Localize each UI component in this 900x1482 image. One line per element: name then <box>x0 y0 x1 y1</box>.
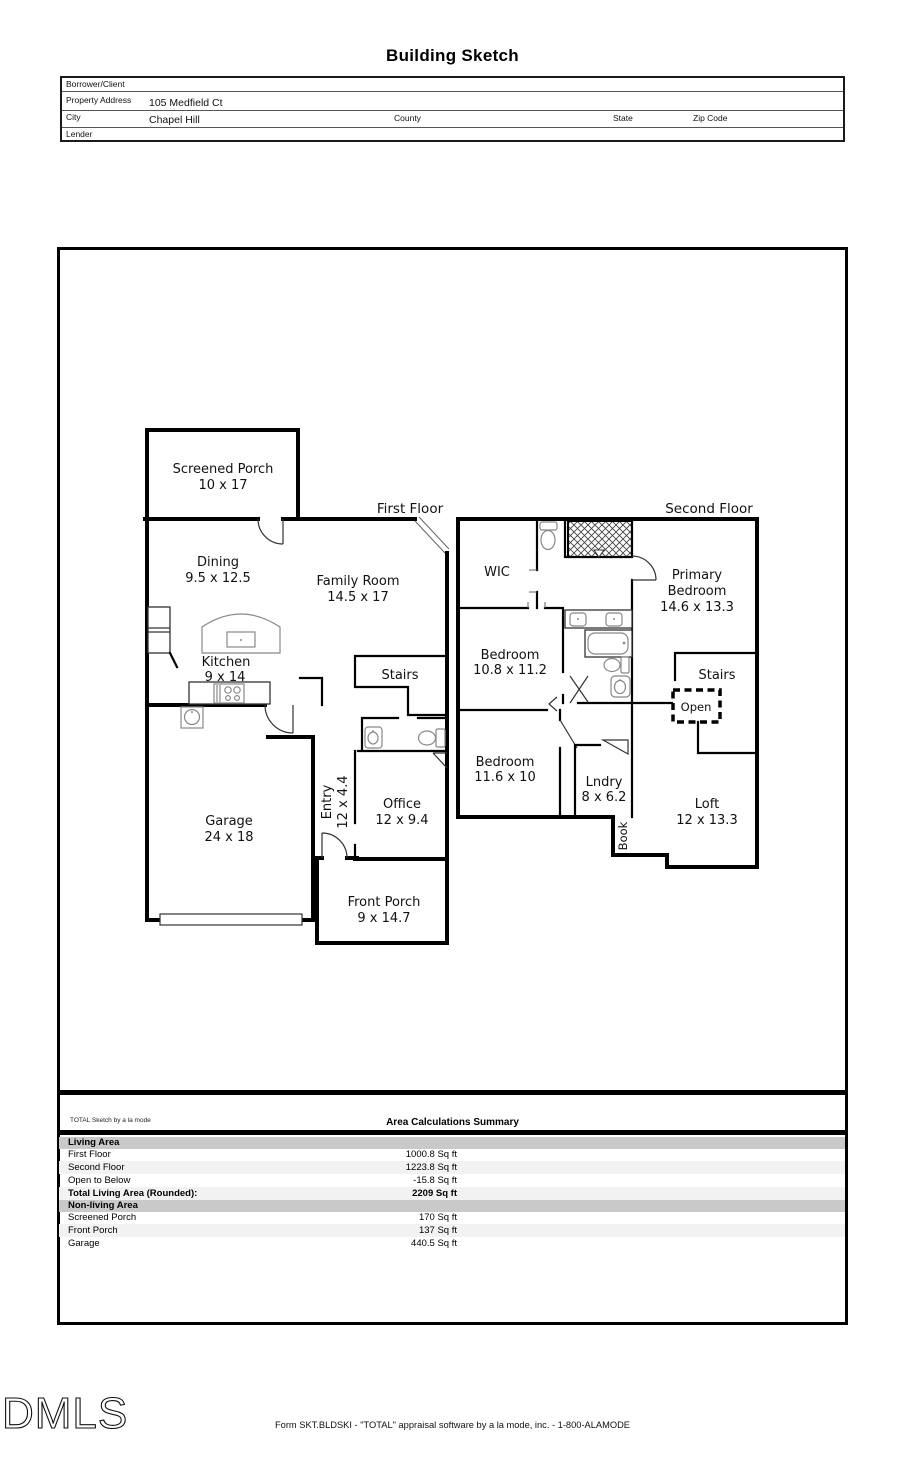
label-book: Book <box>616 821 630 851</box>
half-bath-toilet <box>419 729 446 747</box>
label-dining-dims: 9.5 x 12.5 <box>185 571 251 586</box>
label-wic: WIC <box>484 565 510 580</box>
label-primary-2: Bedroom <box>667 584 727 599</box>
label-loft: Loft <box>694 797 720 812</box>
label-front-porch: Front Porch <box>347 895 421 910</box>
label-bedroom1: Bedroom <box>480 648 540 663</box>
kitchen-island <box>202 614 280 653</box>
label-entry: Entry <box>320 784 335 820</box>
page-title: Building Sketch <box>386 46 519 65</box>
pantry-shelves <box>148 607 177 667</box>
summary-header-divider <box>58 1130 846 1135</box>
state-label: State <box>613 113 633 123</box>
lender-row <box>62 128 843 144</box>
kitchen-stove <box>189 682 270 704</box>
row-label: Open to Below <box>68 1175 131 1186</box>
total-value: 2209 Sq ft <box>412 1188 457 1199</box>
form-footer-text: Form SKT.BLDSKI - "TOTAL" appraisal software by a la mode, inc. - 1-800-ALAMODE <box>274 1420 630 1430</box>
label-open: Open <box>680 700 712 714</box>
borrower-label: Borrower/Client <box>66 79 125 89</box>
summary-row-total-living-area <box>59 1187 845 1200</box>
summary-row-garage <box>59 1237 845 1250</box>
row-value: 137 Sq ft <box>418 1225 457 1236</box>
bath-sink <box>611 676 630 697</box>
row-label: Screened Porch <box>68 1212 137 1223</box>
label-bedroom2-dims: 11.6 x 10 <box>474 770 536 785</box>
label-primary-dims: 14.6 x 13.3 <box>660 600 734 615</box>
nonliving-area-header: Non-living Area <box>59 1200 845 1212</box>
label-kitchen: Kitchen <box>201 655 251 670</box>
label-bedroom2: Bedroom <box>475 755 535 770</box>
zip-label: Zip Code <box>693 113 728 123</box>
label-office-dims: 12 x 9.4 <box>375 813 429 828</box>
property-address-label: Property Address <box>66 95 132 105</box>
city-label: City <box>66 112 81 122</box>
summary-top-divider <box>58 1090 846 1095</box>
lender-label: Lender <box>66 129 93 139</box>
row-value: 1000.8 Sq ft <box>405 1149 457 1160</box>
label-entry-dims: 12 x 4.4 <box>336 775 351 829</box>
summary-row-second-floor <box>59 1161 845 1174</box>
row-label: Second Floor <box>68 1162 125 1173</box>
living-area-header: Living Area <box>59 1137 845 1149</box>
double-sink-vanity <box>565 610 632 628</box>
label-garage-dims: 24 x 18 <box>204 830 254 845</box>
summary-title: Area Calculations Summary <box>386 1117 519 1128</box>
label-bedroom1-dims: 10.8 x 11.2 <box>473 663 547 678</box>
first-floor-title: First Floor <box>376 501 444 517</box>
label-front-porch-dims: 9 x 14.7 <box>357 911 411 926</box>
label-screened-porch-dims: 10 x 17 <box>198 478 248 493</box>
county-label: County <box>394 113 421 123</box>
bathtub <box>585 630 632 657</box>
city-value: Chapel Hill <box>149 114 200 126</box>
row-label: First Floor <box>68 1149 111 1160</box>
utility-sink <box>181 707 203 728</box>
property-address-value: 105 Medfield Ct <box>149 97 223 109</box>
half-bath-sink <box>365 727 382 748</box>
label-garage: Garage <box>205 814 253 829</box>
wic-toilet <box>540 522 557 550</box>
row-value: 170 Sq ft <box>418 1212 457 1223</box>
borrower-row <box>62 78 843 92</box>
label-family-room: Family Room <box>316 574 400 589</box>
label-screened-porch: Screened Porch <box>172 462 274 477</box>
row-label: Garage <box>68 1238 100 1249</box>
row-value: -15.8 Sq ft <box>413 1175 457 1186</box>
summary-row-first-floor <box>59 1148 845 1161</box>
first-floor-plan <box>145 430 449 943</box>
property-info-table <box>60 76 845 142</box>
second-floor-title: Second Floor <box>665 501 753 517</box>
second-floor-plan <box>458 501 757 867</box>
city-row <box>62 111 843 128</box>
label-kitchen-dims: 9 x 14 <box>204 670 246 685</box>
label-family-room-dims: 14.5 x 17 <box>327 590 389 605</box>
row-value: 440.5 Sq ft <box>411 1238 457 1249</box>
label-laundry: Lndry <box>585 775 623 790</box>
row-value: 1223.8 Sq ft <box>405 1162 457 1173</box>
property-address-row <box>62 92 843 111</box>
label-office: Office <box>383 797 421 812</box>
label-dining: Dining <box>197 555 239 570</box>
row-label: Front Porch <box>68 1225 118 1236</box>
dmls-logo-text: DMLS <box>2 1389 129 1438</box>
garage-door <box>160 914 302 925</box>
bath-toilet <box>604 657 629 673</box>
label-loft-dims: 12 x 13.3 <box>676 813 738 828</box>
label-stairs-2: Stairs <box>698 668 736 683</box>
label-primary-1: Primary <box>671 568 723 583</box>
label-laundry-dims: 8 x 6.2 <box>581 790 627 805</box>
total-label: Total Living Area (Rounded): <box>68 1188 198 1199</box>
sketch-software-watermark: TOTAL Sketch by a la mode <box>70 1117 151 1124</box>
summary-row-screened-porch <box>59 1211 845 1224</box>
label-stairs-1: Stairs <box>381 668 419 683</box>
summary-row-front-porch <box>59 1224 845 1237</box>
summary-row-open-to-below <box>59 1174 845 1187</box>
